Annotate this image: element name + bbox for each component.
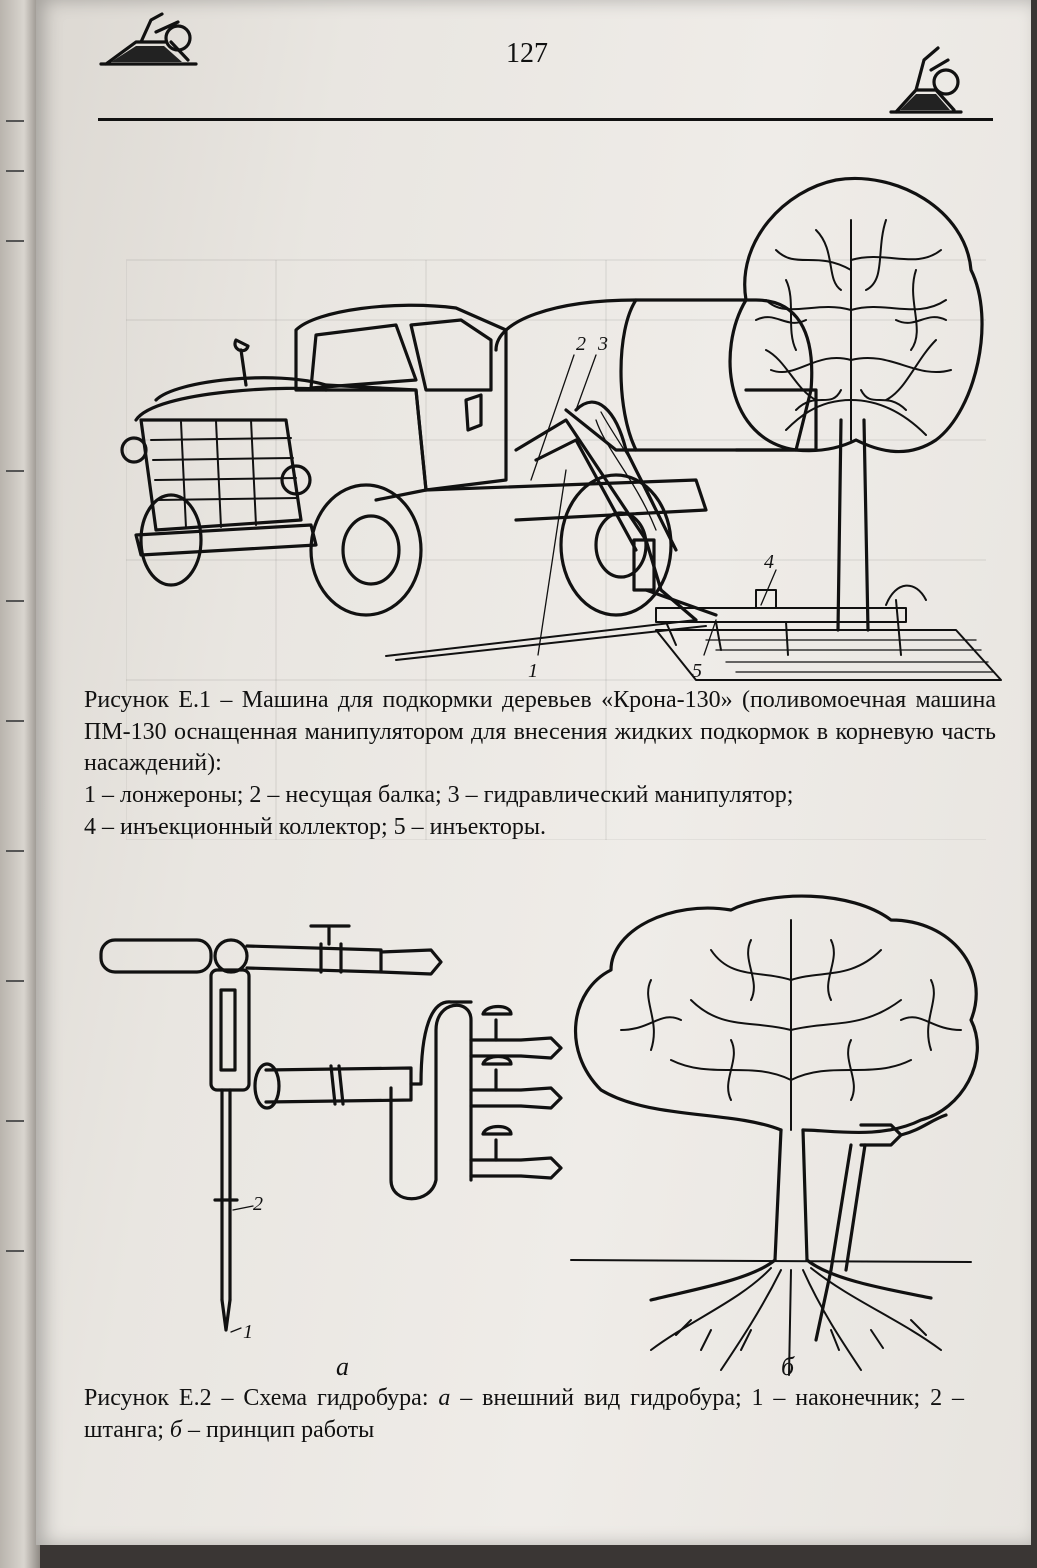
margin-mark [6, 120, 24, 122]
figure1-caption-title: Рисунок Е.1 – Машина для подкормки деревьев «Крона-130» (поливомоечная машина ПМ-130 оснащенная манипулятором для внесения жидких подкормок в корневую часть насаждений): [84, 687, 996, 777]
figure-hydro-drill [91, 880, 991, 1380]
callout-1: 1 [528, 660, 538, 682]
callout-4: 4 [764, 551, 774, 573]
callout-2: 2 [576, 333, 586, 355]
figure2-caption-part1: Рисунок Е.2 – Схема гидробура: [84, 1385, 439, 1411]
margin-mark [6, 1250, 24, 1252]
margin-mark [6, 980, 24, 982]
figure2-caption-part2: – внешний вид гидробура; 1 – наконечник; 2 – штанга; [84, 1385, 964, 1443]
margin-mark [6, 470, 24, 472]
header-rule [98, 118, 993, 121]
margin-mark [6, 600, 24, 602]
sublabel-a: а [336, 1352, 349, 1380]
figure-tree-feeding-machine [96, 150, 1006, 690]
figure1-legend-line1: 1 – лонжероны; 2 – несущая балка; 3 – гидравлический манипулятор; [84, 782, 794, 809]
margin-mark [6, 720, 24, 722]
callout-1: 1 [243, 1321, 253, 1343]
margin-mark [6, 850, 24, 852]
margin-mark [6, 1120, 24, 1122]
figure2-caption [84, 1383, 964, 1446]
book-page [36, 0, 1031, 1545]
figure2-caption-a: а [438, 1385, 451, 1411]
figure2-caption-b: б [169, 1416, 182, 1443]
sower-ornament-icon [886, 30, 966, 120]
figure1-caption [84, 685, 996, 843]
sower-ornament-icon [96, 2, 206, 74]
callout-3: 3 [598, 333, 608, 355]
page-number: 127 [506, 38, 548, 69]
figure2-caption-part3: – принцип работы [182, 1416, 375, 1443]
sublabel-b: б [781, 1352, 795, 1380]
margin-mark [6, 170, 24, 172]
callout-2: 2 [253, 1193, 263, 1215]
margin-mark [6, 240, 24, 242]
figure1-legend-line2: 4 – инъекционный коллектор; 5 – инъекторы. [84, 813, 547, 840]
callout-5: 5 [692, 660, 702, 682]
adjacent-page-edge [0, 0, 40, 1568]
